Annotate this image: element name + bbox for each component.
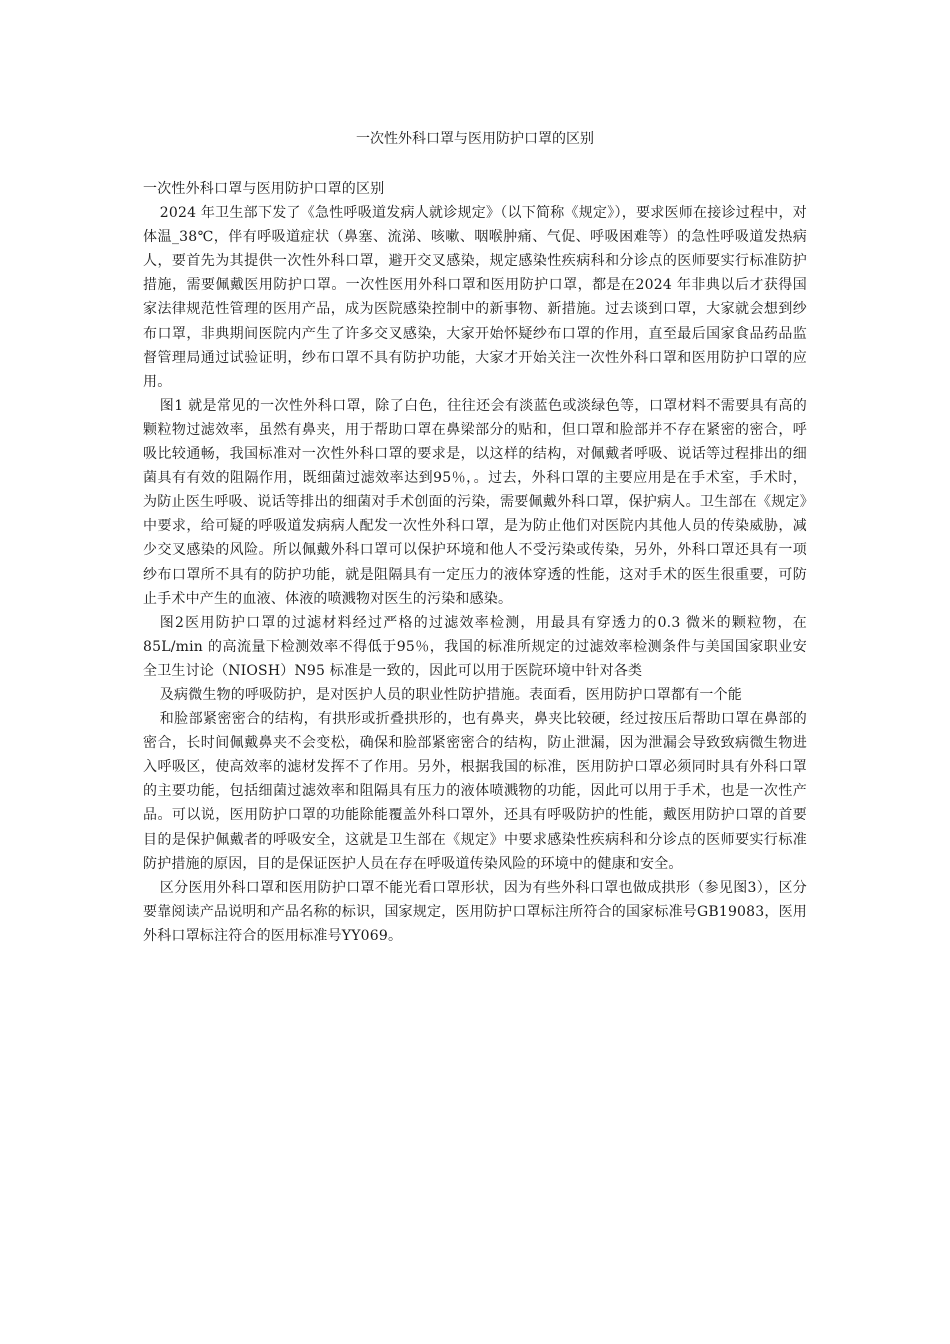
paragraph-surgical-mask: 图1 就是常见的一次性外科口罩，除了白色，往往还会有淡蓝色或淡绿色等，口罩材料不需要具有高的颗粒物过滤效率，虽然有鼻夹，用于帮助口罩在鼻梁部分的贴和，但口罩和脸部并不存在紧密的密合，呼吸比较通畅，我国标准对一次性外科口罩的要求是，以这样的结构，对佩戴者呼吸、说话等过程排出的细菌具有有效的阻隔作用，既细菌过滤效率达到95％，。过去，外科口罩的主要应用是在手术室，手术时，为防止医生呼吸、说话等排出的细菌对手术创面的污染，需要佩戴外科口罩，保护病人。卫生部在《规定》中要求，给可疑的呼吸道发病病人配发一次性外科口罩，是为防止他们对医院内其他人员的传染威胁，减少交叉感染的风险。所以佩戴外科口罩可以保护环境和他人不受污染或传染，另外，外科口罩还具有一项纱布口罩所不具有的防护功能，就是阻隔具有一定压力的液体穿透的性能，这对手术的医生很重要，可防止手术中产生的血液、体液的喷溅物对医生的污染和感染。: [143, 397, 807, 607]
section-heading: 一次性外科口罩与医用防护口罩的区别: [143, 181, 385, 197]
paragraph-protective-mask-cont: 及病微生物的呼吸防护，是对医护人员的职业性防护措施。表面看，医用防护口罩都有一个能: [159, 686, 742, 703]
paragraph-intro: 2024 年卫生部下发了《急性呼吸道发病人就诊规定》（以下简称《规定》），要求医师在接诊过程中，对体温_38℃，伴有呼吸道症状（鼻塞、流涕、咳嗽、咽喉肿痛、气促、呼吸困难等）的急性呼吸道发热病人，要首先为其提供一次性外科口罩，避开交叉感染，规定感染性疾病科和分诊点的医师要实行标准防护措施，需要佩戴医用防护口罩。一次性医用外科口罩和医用防护口罩，都是在2024 年非典以后才获得国家法律规范性管理的医用产品，成为医院感染控制中的新事物、新措施。过去谈到口罩，大家就会想到纱布口罩，非典期间医院内产生了许多交叉感染，大家开始怀疑纱布口罩的作用，直至最后国家食品药品监督管理局通过试验证明，纱布口罩不具有防护功能，大家才开始关注一次性外科口罩和医用防护口罩的应用。: [143, 205, 807, 390]
paragraph-protective-mask: 图2医用防护口罩的过滤材料经过严格的过滤效率检测，用最具有穿透力的0.3 微米的颗粒物，在85L/min 的高流量下检测效率不得低于95％，我国的标准所规定的过滤效率检测条件与美国国家职业安全卫生讨论（NIOSH）N95 标准是一致的，因此可以用于医院环境中针对各类: [143, 614, 807, 679]
paragraph-seal-structure: 和脸部紧密密合的结构，有拱形或折叠拱形的，也有鼻夹，鼻夹比较硬，经过按压后帮助口罩在鼻部的密合，长时间佩戴鼻夹不会变松，确保和脸部紧密密合的结构，防止泄漏，因为泄漏会导致致病微生物进入呼吸区，使高效率的滤材发挥不了作用。另外，根据我国的标准，医用防护口罩必须同时具有外科口罩的主要功能，包括细菌过滤效率和阻隔具有压力的液体喷溅物的功能，因此可以用于手术，也是一次性产品。可以说，医用防护口罩的功能除能覆盖外科口罩外，还具有呼吸防护的性能，戴医用防护口罩的首要目的是保护佩戴者的呼吸安全，这就是卫生部在《规定》中要求感染性疾病科和分诊点的医师要实行标准防护措施的原因，目的是保证医护人员在存在呼吸道传染风险的环境中的健康和安全。: [143, 711, 807, 872]
document-title: 一次性外科口罩与医用防护口罩的区别: [356, 131, 594, 147]
paragraph-distinguish: 区分医用外科口罩和医用防护口罩不能光看口罩形状，因为有些外科口罩也做成拱形（参见图3），区分要靠阅读产品说明和产品名称的标识，国家规定，医用防护口罩标注所符合的国家标准号GB19083，医用外科口罩标注符合的医用标准号YY069。: [143, 879, 807, 944]
document-body: [143, 177, 807, 948]
